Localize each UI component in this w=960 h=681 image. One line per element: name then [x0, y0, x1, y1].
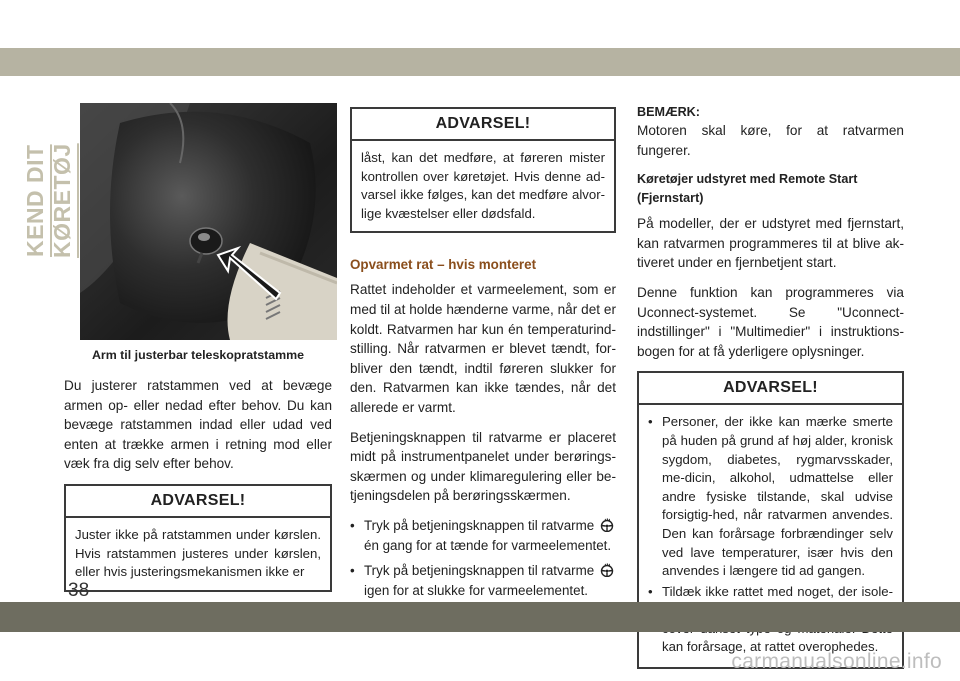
photo-caption: Arm til justerbar teleskopratstamme: [91, 348, 305, 362]
side-title: KEND DIT KØRETØJ: [22, 143, 75, 258]
button-location-paragraph: Betjeningsknappen til ratvarme er placeret midt på instrumentpanelet under berørings-skærmen og under klimaregulering eller be-tjeningsdelen på berøringsskærmen.: [350, 429, 616, 504]
note-text: Motoren skal køre, for at ratvarmen fungerer.: [637, 123, 904, 158]
remote-start-subhead: Køretøjer udstyret med Remote Start (Fjernstart): [637, 172, 858, 206]
heated-wheel-steps: [350, 516, 616, 600]
bottom-band: [0, 602, 960, 632]
note-title: BEMÆRK:: [637, 105, 700, 119]
adjust-paragraph: Du justerer ratstammen ved at bevæge armen op- eller nedad efter behov. Du kan bevæge ratstammen indad eller udad ved enten at trække armen i retning mod eller væk fra dig selv efter behov.: [64, 378, 332, 472]
column-1: [64, 103, 332, 604]
warning-title: ADVARSEL!: [639, 373, 902, 405]
steering-column-photo: [80, 103, 337, 340]
warning-text: låst, kan det medføre, at føreren mister kontrollen over køretøjet. Hvis denne ad-varsel ikke følges, kan det medføre alvor-lige kvæstelser eller dødsfald.: [361, 150, 605, 221]
warning-text: Juster ikke på ratstammen under kørslen. Hvis ratstammen justeres under kørslen, eller hvis justeringsmekanismen ikke er: [75, 526, 321, 580]
list-item: • Tryk på betjeningsknappen til ratvarme igen for at slukke for varmeelementet.: [350, 561, 616, 600]
remote-start-paragraph: På modeller, der er udstyret med fjernstart, kan ratvarmen programmeres til at blive ak-tiveret under en fjernbetjent start.: [637, 216, 904, 271]
list-item: • Personer, der ikke kan mærke smerte på huden på grund af høj alder, kronisk sygdom, diabetes, rygmarvsskader, me-dicin, alkohol, udmattelse eller andre fysiske tilstande, skal udvise forsigtig-hed, når ratvarmen anvendes. Den kan forårsage forbrændinger selv ved lave temperaturer, især hvis den anvendes i længere tid ad gangen.: [648, 413, 893, 580]
page-number: 38: [68, 580, 90, 601]
column-3: [637, 103, 904, 681]
warning-box-1: [64, 484, 332, 592]
top-band: [0, 48, 960, 76]
heated-steering-wheel-icon: [600, 518, 614, 532]
warning-body: [352, 141, 614, 231]
steering-column-illustration: [80, 103, 337, 340]
warning-title: ADVARSEL!: [66, 486, 330, 518]
list-item: • Tildæk ikke rattet med noget, der isole- kan forårsage, at rattet overophedes.: [648, 583, 893, 657]
warning-body: [66, 518, 330, 590]
column-2: [350, 103, 616, 606]
watermark: carmanualsonline.info: [731, 650, 942, 673]
list-item: • Tryk på betjeningsknappen til ratvarme én gang for at tænde for varmeelementet.: [350, 516, 616, 555]
heated-steering-wheel-icon: [600, 563, 614, 577]
section-title: Opvarmet rat – hvis monteret: [350, 257, 537, 273]
warning-box-2: [350, 107, 616, 233]
heated-wheel-paragraph: Rattet indeholder et varmeelement, som er med til at holde hænderne varme, når det er koldt. Ratvarmen har kun én temperaturind-stilling. Når ratvarmen er blevet tændt, for-bliver den tændt, indtil føreren slukker for den. Ratvarmen kan ikke tændes, når det allerede er varmt.: [350, 282, 616, 415]
uconnect-paragraph: Denne funktion kan programmeres via Uconnect-systemet. Se "Uconnect-indstillinger" i "Multimedier" i instruktions-bogen for at få yderligere oplysninger.: [637, 284, 904, 359]
warning-title: ADVARSEL!: [352, 109, 614, 141]
